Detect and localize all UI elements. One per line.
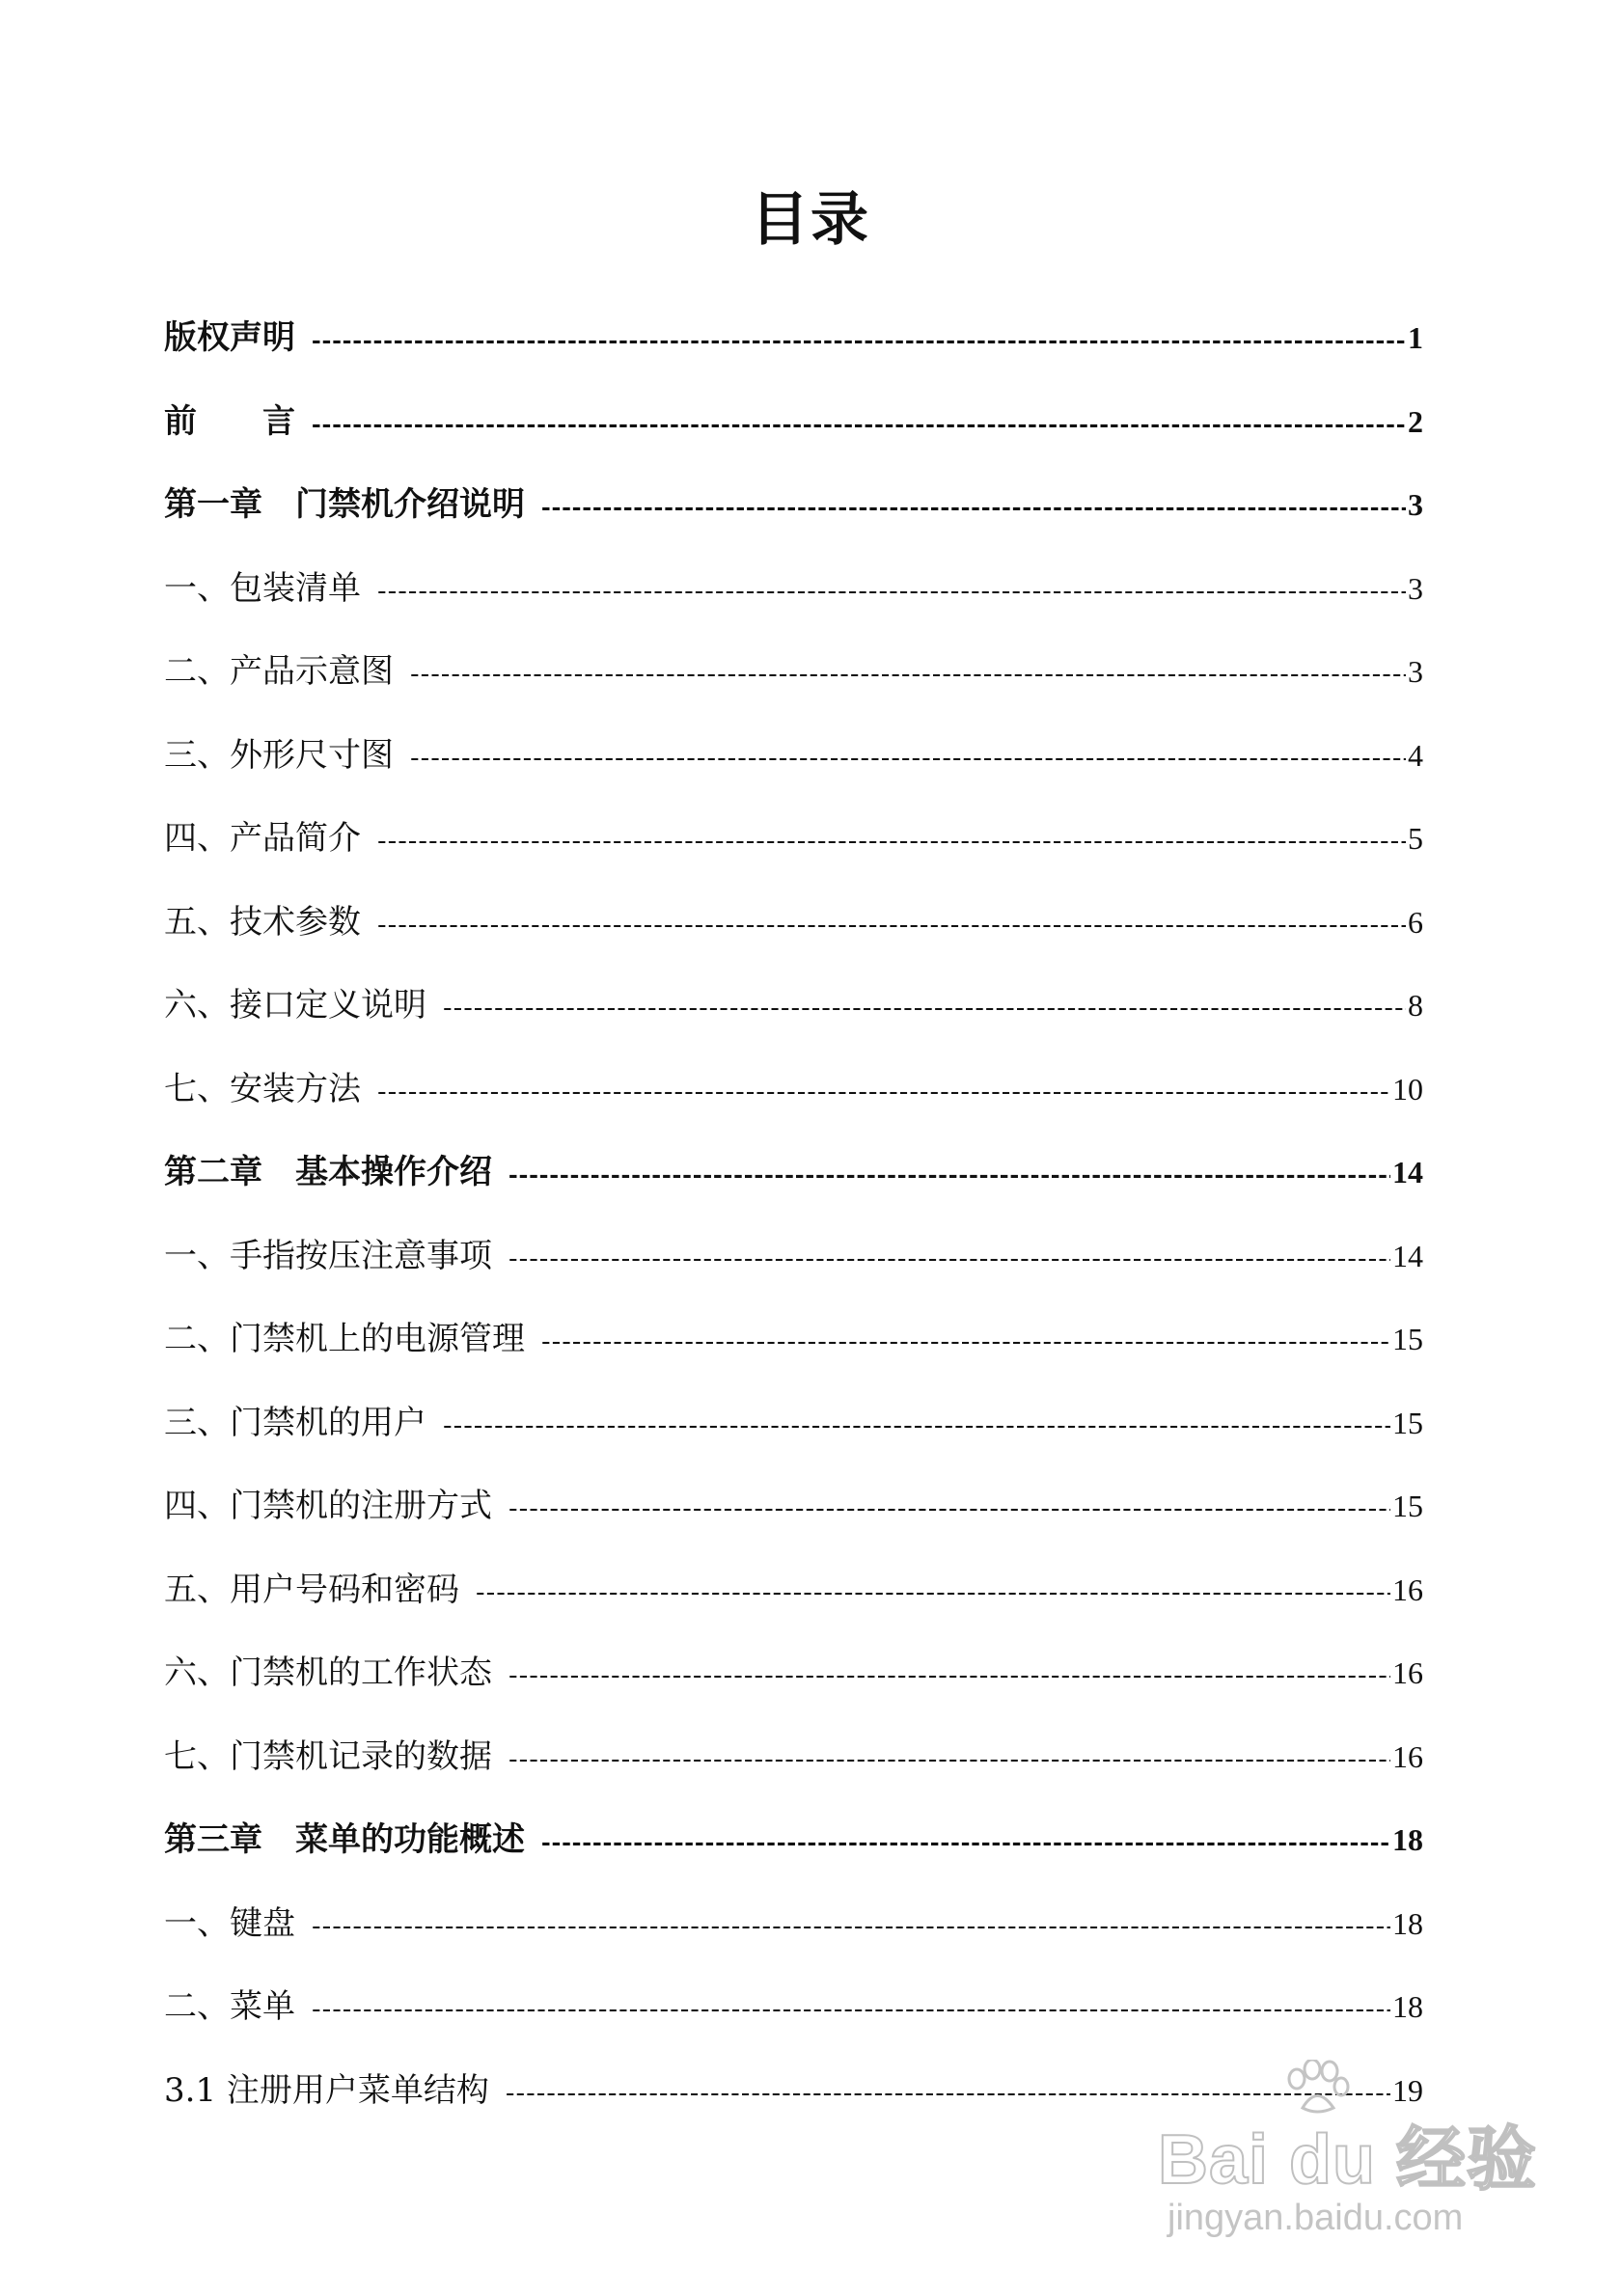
toc-entry-label: 四、门禁机的注册方式: [164, 1487, 492, 1525]
toc-dash-leader: [374, 1064, 1390, 1122]
toc-entry-label: 第一章 门禁机介绍说明: [164, 485, 525, 524]
toc-section-entry[interactable]: [164, 1310, 1423, 1394]
toc-dash-leader: [538, 1815, 1390, 1872]
toc-dash-leader: [440, 1398, 1390, 1456]
toc-entry-label: 六、接口定义说明: [164, 986, 426, 1025]
toc-dash-leader: [440, 980, 1406, 1038]
toc-dash-leader: [374, 897, 1406, 955]
toc-dash-leader: [374, 813, 1406, 871]
toc-page-number: 5: [1408, 821, 1423, 856]
toc-section-entry[interactable]: [164, 1227, 1423, 1311]
toc-dash-leader: [506, 1147, 1390, 1205]
toc-section-entry[interactable]: [164, 1477, 1423, 1561]
toc-page-number: 18: [1392, 1905, 1423, 1941]
watermark-url: jingyan.baidu.com: [1168, 2198, 1464, 2238]
toc-chapter-entry[interactable]: [164, 1811, 1423, 1895]
toc-section-entry[interactable]: [164, 1728, 1423, 1812]
toc-page-number: 6: [1408, 904, 1423, 940]
toc-chapter-entry[interactable]: [164, 309, 1423, 393]
toc-entry-label: 五、技术参数: [164, 902, 361, 942]
toc-dash-leader: [309, 313, 1406, 370]
toc-chapter-entry[interactable]: [164, 476, 1423, 560]
baidu-jingyan-watermark: [1158, 2084, 1544, 2257]
toc-entry-label: 三、门禁机的用户: [164, 1403, 426, 1442]
toc-section-entry[interactable]: [164, 1978, 1423, 2062]
toc-page-number: 18: [1392, 1989, 1423, 2024]
toc-dash-leader: [407, 646, 1406, 704]
toc-entry-label: 五、用户号码和密码: [164, 1570, 459, 1609]
toc-entry-label: 二、菜单: [164, 1987, 295, 2026]
toc-dash-leader: [538, 1314, 1390, 1372]
toc-chapter-entry[interactable]: [164, 393, 1423, 477]
toc-section-entry[interactable]: [164, 1060, 1423, 1144]
toc-page-number: 3: [1408, 487, 1423, 522]
toc-section-entry[interactable]: [164, 642, 1423, 726]
toc-dash-leader: [506, 1732, 1390, 1790]
page-title: 目录: [751, 186, 870, 254]
toc-page-number: 14: [1392, 1238, 1423, 1273]
toc-dash-leader: [407, 730, 1406, 788]
toc-dash-leader: [506, 1481, 1390, 1539]
toc-page-number: 4: [1408, 737, 1423, 773]
toc-entry-label: 三、外形尺寸图: [164, 735, 394, 775]
toc-entry-label: 七、门禁机记录的数据: [164, 1736, 492, 1776]
toc-section-entry[interactable]: [164, 976, 1423, 1060]
toc-page-number: 14: [1392, 1155, 1423, 1189]
toc-dash-leader: [309, 396, 1406, 454]
toc-section-entry[interactable]: [164, 809, 1423, 893]
toc-page-number: 15: [1392, 1405, 1423, 1440]
toc-page-number: 3: [1408, 654, 1423, 689]
toc-section-entry[interactable]: [164, 1394, 1423, 1478]
toc-page-number: 16: [1392, 1738, 1423, 1774]
toc-page-number: 10: [1392, 1071, 1423, 1107]
toc-dash-leader: [309, 1982, 1390, 2039]
toc-page-number: 19: [1392, 2072, 1423, 2108]
toc-entry-label: 七、安装方法: [164, 1069, 361, 1108]
toc-page-number: 16: [1392, 1655, 1423, 1690]
toc-section-entry[interactable]: [164, 1644, 1423, 1728]
toc-entry-label: 一、手指按压注意事项: [164, 1236, 492, 1275]
toc-entry-label: 第二章 基本操作介绍: [164, 1153, 492, 1191]
toc-dash-leader: [309, 1899, 1390, 1956]
toc-entry-label: 四、产品简介: [164, 819, 361, 858]
toc-dash-leader: [506, 1231, 1390, 1289]
toc-dash-leader: [538, 479, 1406, 537]
toc-entry-label: 六、门禁机的工作状态: [164, 1654, 492, 1692]
toc-page-number: 18: [1392, 1822, 1423, 1857]
toc-section-entry[interactable]: [164, 893, 1423, 977]
toc-chapter-entry[interactable]: [164, 1143, 1423, 1227]
toc-dash-leader: [473, 1565, 1390, 1623]
toc-page-number: 15: [1392, 1489, 1423, 1523]
toc-entry-label: 二、产品示意图: [164, 652, 394, 691]
toc-entry-label: 3.1 注册用户菜单结构: [164, 2070, 489, 2110]
toc-section-entry[interactable]: [164, 1561, 1423, 1645]
toc-entry-label: 二、门禁机上的电源管理: [164, 1320, 525, 1358]
toc-entry-label: 一、键盘: [164, 1903, 295, 1943]
toc-page-number: 2: [1408, 403, 1423, 439]
toc-page-number: 1: [1408, 320, 1423, 355]
toc-entry-label: 第三章 菜单的功能概述: [164, 1820, 525, 1859]
toc-page-number: 3: [1408, 570, 1423, 606]
toc-entry-label: 前 言: [164, 401, 295, 441]
toc-dash-leader: [374, 563, 1406, 621]
table-of-contents: [164, 309, 1423, 2145]
toc-page-number: 16: [1392, 1572, 1423, 1607]
toc-page-number: 8: [1408, 988, 1423, 1023]
toc-page-number: 15: [1392, 1322, 1423, 1356]
toc-entry-label: 版权声明: [164, 318, 295, 357]
toc-section-entry[interactable]: [164, 726, 1423, 810]
watermark-logo: Bai du 经验: [1158, 2121, 1538, 2199]
toc-entry-label: 一、包装清单: [164, 568, 361, 608]
toc-section-entry[interactable]: [164, 1895, 1423, 1979]
toc-section-entry[interactable]: [164, 560, 1423, 643]
toc-dash-leader: [506, 1648, 1390, 1706]
